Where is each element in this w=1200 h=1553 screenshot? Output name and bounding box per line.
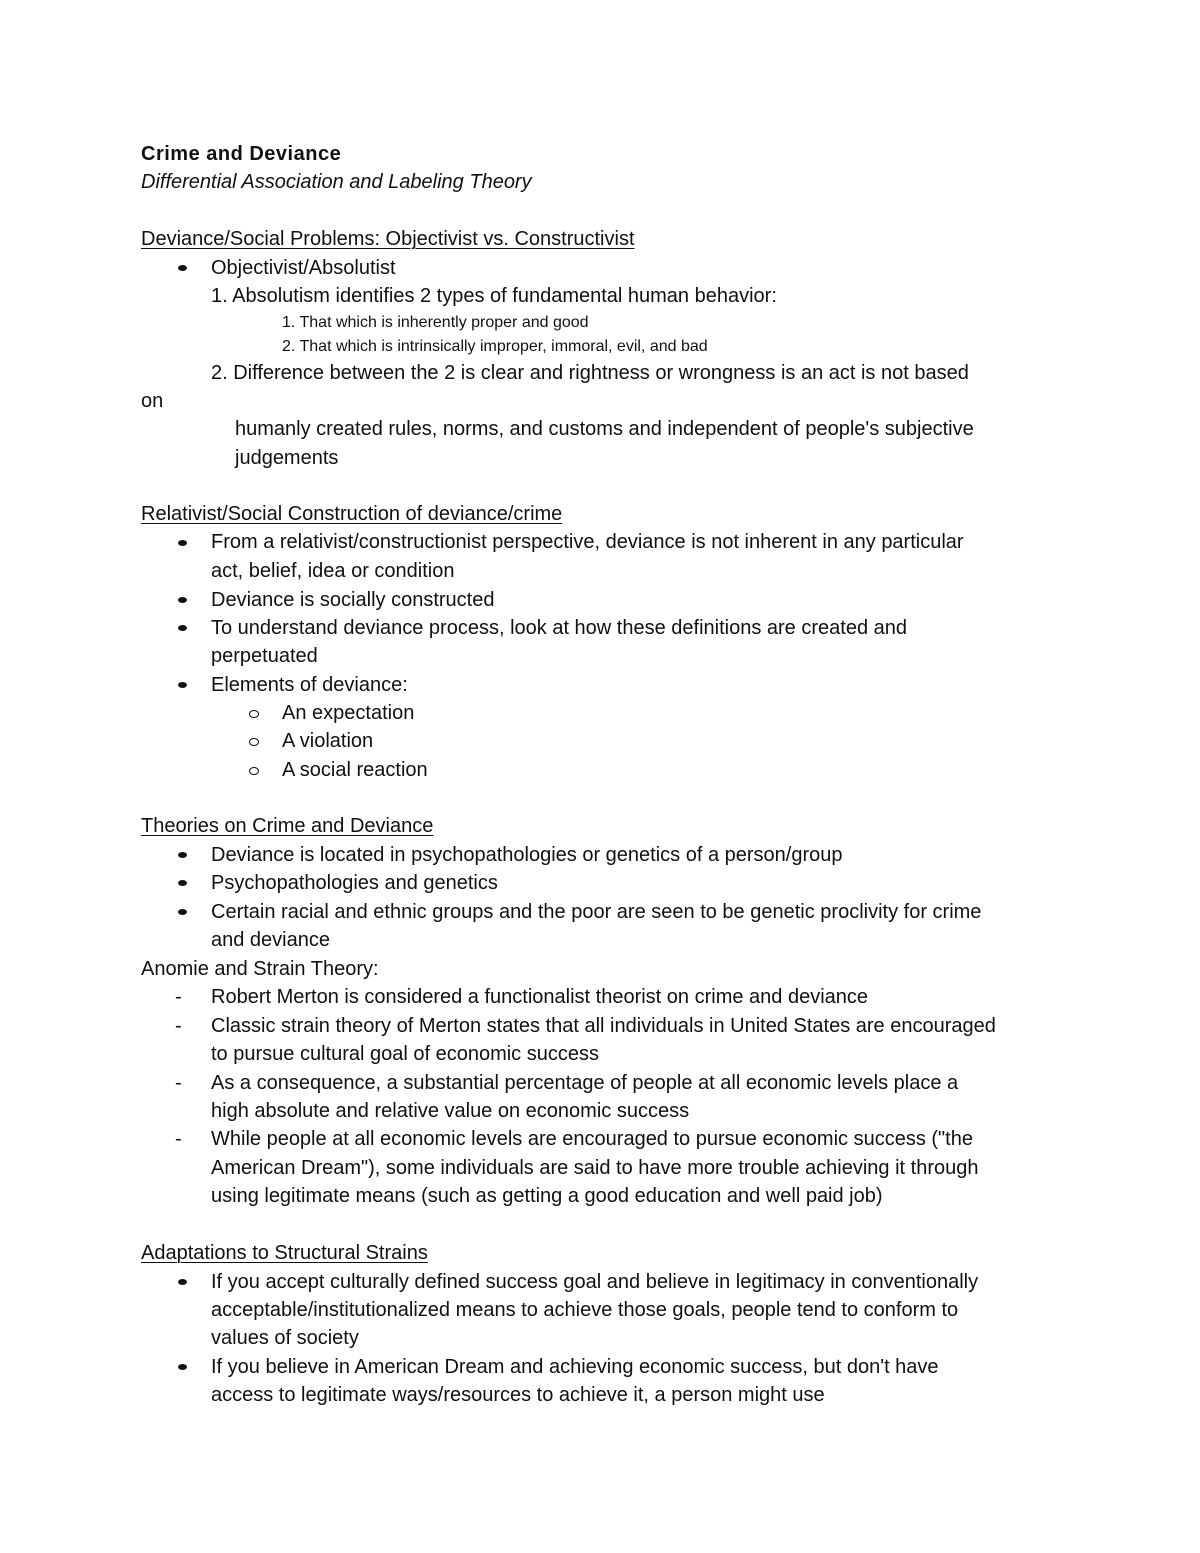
list-item: Psychopathologies and genetics <box>211 872 498 894</box>
numbered-item: 1. Absolutism identifies 2 types of fundamental human behavior: <box>211 285 777 307</box>
numbered-subitem: 1. That which is inherently proper and good <box>282 314 589 331</box>
list-item: Objectivist/Absolutist <box>211 257 396 279</box>
list-item-continuation: using legitimate means (such as getting a good education and well paid job) <box>211 1185 883 1207</box>
bullet-icon <box>178 852 187 858</box>
hollow-bullet-icon <box>249 710 259 718</box>
bullet-icon <box>178 597 187 603</box>
dash-bullet-icon: - <box>175 1015 182 1037</box>
list-item: While people at all economic levels are encouraged to pursue economic success ("the <box>211 1128 973 1150</box>
bullet-icon <box>178 1364 187 1370</box>
dash-bullet-icon: - <box>175 986 182 1008</box>
bullet-icon <box>178 880 187 886</box>
text-line: on <box>141 390 164 412</box>
list-item-continuation: values of society <box>211 1327 359 1349</box>
text-line: humanly created rules, norms, and customs and independent of people's subjective <box>235 418 974 440</box>
text-line: judgements <box>235 447 339 469</box>
list-item: Certain racial and ethnic groups and the poor are seen to be genetic proclivity for crime <box>211 901 982 923</box>
bullet-icon <box>178 540 187 546</box>
bullet-icon <box>178 265 187 271</box>
sub-list-item: An expectation <box>282 702 415 724</box>
list-item-continuation: and deviance <box>211 929 330 951</box>
numbered-item: 2. Difference between the 2 is clear and rightness or wrongness is an act is not based <box>211 362 969 384</box>
list-item-continuation: perpetuated <box>211 645 318 667</box>
section-heading-adaptations: Adaptations to Structural Strains <box>141 1242 428 1264</box>
list-item: Classic strain theory of Merton states that all individuals in United States are encouraged <box>211 1015 996 1037</box>
bullet-icon <box>178 682 187 688</box>
sub-list-item: A violation <box>282 730 374 752</box>
dash-bullet-icon: - <box>175 1072 182 1094</box>
bullet-icon <box>178 1279 187 1285</box>
section-heading-anomie: Anomie and Strain Theory: <box>141 958 379 980</box>
hollow-bullet-icon <box>249 738 259 746</box>
list-item: To understand deviance process, look at how these definitions are created and <box>211 617 907 639</box>
list-item-continuation: acceptable/institutionalized means to achieve those goals, people tend to conform to <box>211 1299 959 1321</box>
document-subtitle: Differential Association and Labeling Theory <box>141 171 532 193</box>
bullet-icon <box>178 909 187 915</box>
hollow-bullet-icon <box>249 767 259 775</box>
list-item-continuation: to pursue cultural goal of economic success <box>211 1043 599 1065</box>
section-heading-objectivist: Deviance/Social Problems: Objectivist vs. Constructivist <box>141 228 635 250</box>
sub-list-item: A social reaction <box>282 759 428 781</box>
list-item: Elements of deviance: <box>211 674 408 696</box>
list-item-continuation: access to legitimate ways/resources to achieve it, a person might use <box>211 1384 825 1406</box>
list-item: If you accept culturally defined success goal and believe in legitimacy in conventionally <box>211 1271 979 1293</box>
list-item: Deviance is socially constructed <box>211 589 495 611</box>
section-heading-relativist: Relativist/Social Construction of deviance/crime <box>141 503 563 525</box>
list-item-continuation: act, belief, idea or condition <box>211 560 455 582</box>
bullet-icon <box>178 625 187 631</box>
document-title: Crime and Deviance <box>141 143 342 165</box>
list-item: From a relativist/constructionist perspective, deviance is not inherent in any particular <box>211 531 964 553</box>
list-item: As a consequence, a substantial percentage of people at all economic levels place a <box>211 1072 959 1094</box>
list-item: If you believe in American Dream and achieving economic success, but don't have <box>211 1356 939 1378</box>
list-item: Deviance is located in psychopathologies or genetics of a person/group <box>211 844 843 866</box>
list-item-continuation: high absolute and relative value on economic success <box>211 1100 690 1122</box>
list-item: Robert Merton is considered a functionalist theorist on crime and deviance <box>211 986 869 1008</box>
dash-bullet-icon: - <box>175 1128 182 1150</box>
section-heading-theories: Theories on Crime and Deviance <box>141 815 434 837</box>
numbered-subitem: 2. That which is intrinsically improper, immoral, evil, and bad <box>282 338 708 355</box>
list-item-continuation: American Dream"), some individuals are said to have more trouble achieving it through <box>211 1157 979 1179</box>
